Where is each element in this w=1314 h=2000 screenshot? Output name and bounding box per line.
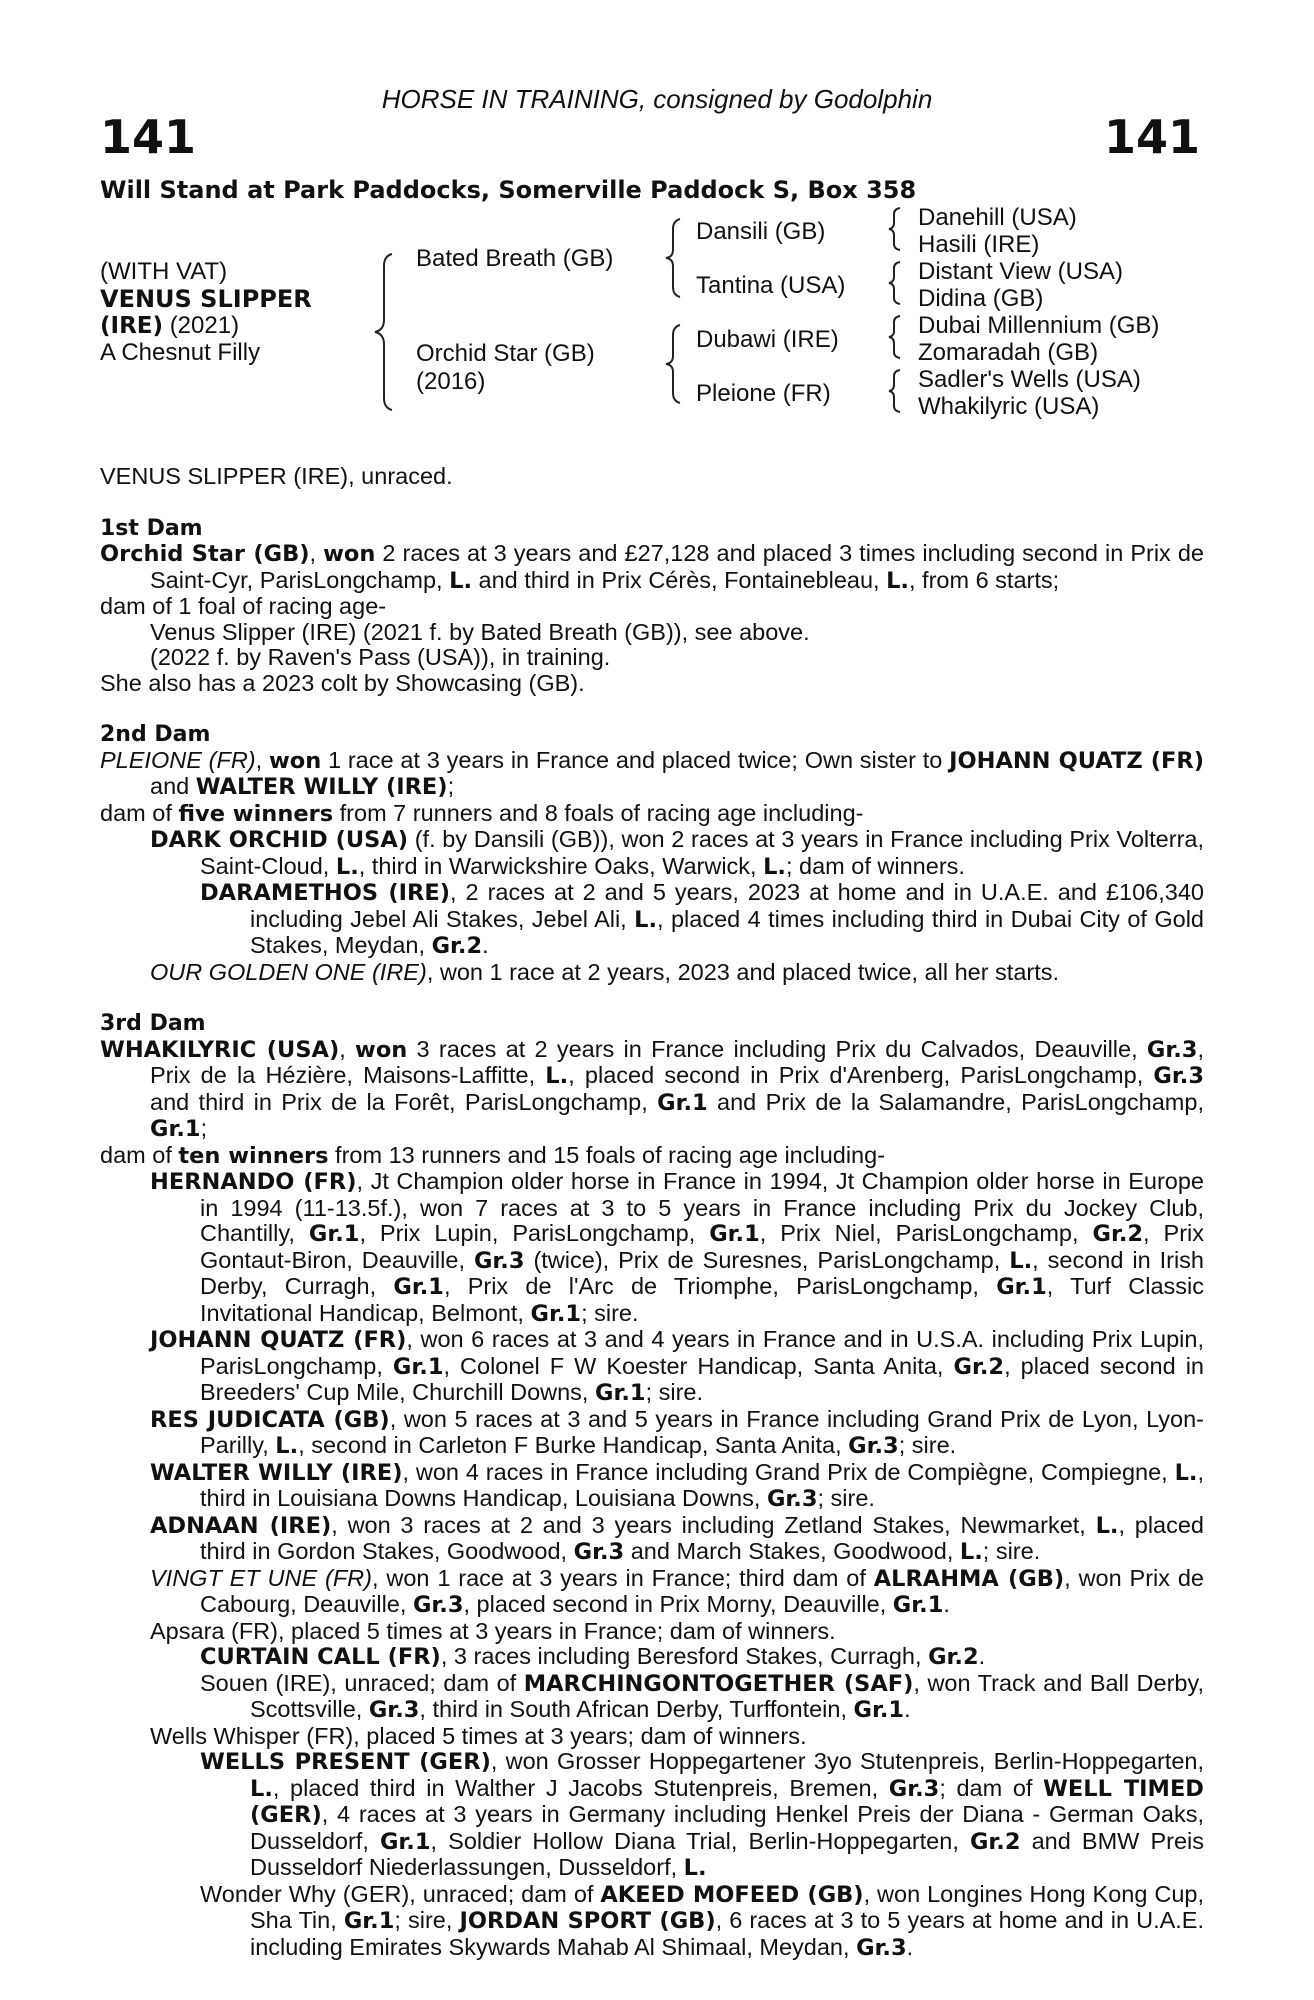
lot-number-left: 141 [100,110,197,164]
third-dam-winners: dam of ten winners from 13 runners and 15 foals of racing age including- [100,1141,886,1169]
third-dam-record: WHAKILYRIC (USA), won 3 races at 2 years in France including Prix du Calvados, Deauville, Gr.3, Prix de la Hézière, Maisons-Laffitte, L., placed second in Prix d'Arenberg, ParisLongchamp, Gr.3 and third in Prix de la Forêt, ParisLongchamp, Gr.1 and Prix de la Salamandre, ParisLongchamp, Gr.1; [100,1035,1204,1142]
race-summary: VENUS SLIPPER (IRE), unraced. [100,463,453,489]
vat-note: (WITH VAT) [100,258,228,285]
produce-adnaan: ADNAAN (IRE), won 3 races at 2 and 3 years including Zetland Stakes, Newmarket, L., placed third in Gordon Stakes, Goodwood, Gr.3 and March Stakes, Goodwood, L.; sire. [150,1511,1205,1565]
produce-curtain-call: CURTAIN CALL (FR), 3 races including Beresford Stakes, Curragh, Gr.2. [200,1643,986,1670]
pedigree-g8: Whakilyric (USA) [918,393,1100,420]
produce-walter-willy: WALTER WILLY (IRE), won 4 races in France including Grand Prix de Compiègne, Compiegne, L., third in Louisiana Downs Handicap, Louisiana Downs, Gr.3; sire. [150,1458,1204,1512]
produce-wonder-why: Wonder Why (GER), unraced; dam of AKEED MOFEED (GB), won Longines Hong Kong Cup, Sha Tin, Gr.1; sire, JORDAN SPORT (GB), 6 races at 3 to 5 years at home and in U.A.E. including Emirates Skywards Mahab Al Shimaal, Meydan, Gr.3. [200,1880,1205,1961]
pedigree-dam-sire: Dubawi (IRE) [696,326,839,353]
second-dam-winners: dam of five winners from 7 runners and 8 foals of racing age including- [100,799,864,827]
produce-wells-whisper: Wells Whisper (FR), placed 5 times at 3 years; dam of winners. [150,1722,807,1749]
pedigree-brace-dam [662,322,692,406]
pedigree-dam-dam: Pleione (FR) [696,380,831,407]
third-dam-heading: 3rd Dam [100,1011,206,1036]
pedigree-sire-dam: Tantina (USA) [696,272,846,299]
pedigree-g6: Zomaradah (GB) [918,339,1099,366]
pedigree-brace-sire [662,216,692,300]
pedigree-g5: Dubai Millennium (GB) [918,312,1160,339]
first-dam-foals: dam of 1 foal of racing age- [100,593,387,619]
produce-hernando: HERNANDO (FR), Jt Champion older horse in France in 1994, Jt Champion older horse in Europe in 1994 (11-13.5f.), won 7 races at 3 to 5 years in France including Prix du Jockey Club, Chantilly, Gr.1, Prix Lupin, ParisLongchamp, Gr.1, Prix Niel, ParisLongchamp, Gr.2, Prix Gontaut-Biron, Deauville, Gr.3 (twice), Prix de Suresnes, ParisLongchamp, L., second in Irish Derby, Curragh, Gr.1, Prix de l'Arc de Triomphe, ParisLongchamp, Gr.1, Turf Classic Invitational Handicap, Belmont, Gr.1; sire. [150,1168,1205,1327]
pedigree-dam-year: (2016) [416,368,486,395]
produce-dark-orchid: DARK ORCHID (USA) (f. by Dansili (GB)), won 2 races at 3 years in France including Prix Volterra, Saint-Cloud, L., third in Warwickshire Oaks, Warwick, L.; dam of winners. [150,826,1204,880]
produce-souen: Souen (IRE), unraced; dam of MARCHINGONTOGETHER (SAF), won Track and Ball Derby, Scottsville, Gr.3, third in South African Derby, Turffontein, Gr.1. [200,1669,1205,1723]
catalogue-title: HORSE IN TRAINING, consigned by Godolphin [381,84,933,114]
pedigree-g7: Sadler's Wells (USA) [918,366,1141,393]
pedigree-g4: Didina (GB) [918,285,1044,312]
pedigree-sire: Bated Breath (GB) [416,245,614,272]
pedigree-sire-sire: Dansili (GB) [696,218,826,245]
pedigree-g3: Distant View (USA) [918,258,1123,285]
produce-wells-present: WELLS PRESENT (GER), won Grosser Hoppegartener 3yo Stutenpreis, Berlin-Hoppegarten, L., placed third in Walther J Jacobs Stutenpreis, Bremen, Gr.3; dam of WELL TIMED (GER), 4 races at 3 years in Germany including Henkel Preis der Diana - German Oaks, Dusseldorf, Gr.1, Soldier Hollow Diana Trial, Berlin-Hoppegarten, Gr.2 and BMW Preis Dusseldorf Niederlassungen, Dusseldorf, L. [200,1748,1204,1881]
first-dam-record: Orchid Star (GB), won 2 races at 3 years and £27,128 and placed 3 times including second in Prix de Saint-Cyr, ParisLongchamp, L. and third in Prix Cérès, Fontainebleau, L., from 6 starts; [100,540,1204,594]
catalogue-body [100,464,1204,1961]
produce-daramethos: DARAMETHOS (IRE), 2 races at 2 and 5 years, 2023 at home and in U.A.E. and £106,340 including Jebel Ali Stakes, Jebel Ali, L., placed 4 times including third in Dubai City of Gold Stakes, Meydan, Gr.2. [200,879,1204,959]
first-dam-produce: Venus Slipper (IRE) (2021 f. by Bated Breath (GB)), see above. [150,618,810,645]
produce-res-judicata: RES JUDICATA (GB), won 5 races at 3 and 5 years in France including Grand Prix de Lyon, Lyon-Parilly, L., second in Carleton F Burke Handicap, Santa Anita, Gr.3; sire. [150,1405,1204,1459]
second-dam-heading: 2nd Dam [100,722,211,747]
produce-johann-quatz: JOHANN QUATZ (FR), won 6 races at 3 and 4 years in France and in U.S.A. including Prix Lupin, ParisLongchamp, Gr.1, Colonel F W Koester Handicap, Santa Anita, Gr.2, placed second in Breeders' Cup Mile, Churchill Downs, Gr.1; sire. [150,1326,1204,1406]
lot-number-right: 141 [1103,110,1200,164]
produce-apsara: Apsara (FR), placed 5 times at 3 years in France; dam of winners. [150,1617,836,1644]
pedigree-dam: Orchid Star (GB) [416,340,595,367]
produce-vingt-et-une: VINGT ET UNE (FR), won 1 race at 3 years in France; third dam of ALRAHMA (GB), won Prix de Cabourg, Deauville, Gr.3, placed second in Prix Morny, Deauville, Gr.1. [150,1564,1204,1618]
first-dam-produce: (2022 f. by Raven's Pass (USA)), in training. [150,644,611,670]
pedigree-brace-main [370,250,410,415]
produce-our-golden-one: OUR GOLDEN ONE (IRE), won 1 race at 2 years, 2023 and placed twice, all her starts. [150,958,1060,985]
horse-name-suffix: (IRE) (2021) [100,312,240,339]
first-dam-heading: 1st Dam [100,515,203,541]
first-dam-note: She also has a 2023 colt by Showcasing (GB). [100,669,585,696]
pedigree-g1: Danehill (USA) [918,204,1077,231]
horse-name: VENUS SLIPPER [100,285,312,313]
second-dam-record: PLEIONE (FR), won 1 race at 3 years in France and placed twice; Own sister to JOHANN QUATZ (FR) and WALTER WILLY (IRE); [100,746,1204,800]
pedigree-brace-grand [884,204,914,424]
pedigree-g2: Hasili (IRE) [918,231,1040,258]
horse-description: A Chesnut Filly [100,339,261,366]
stabling-info: Will Stand at Park Paddocks, Somerville Paddock S, Box 358 [100,176,917,204]
